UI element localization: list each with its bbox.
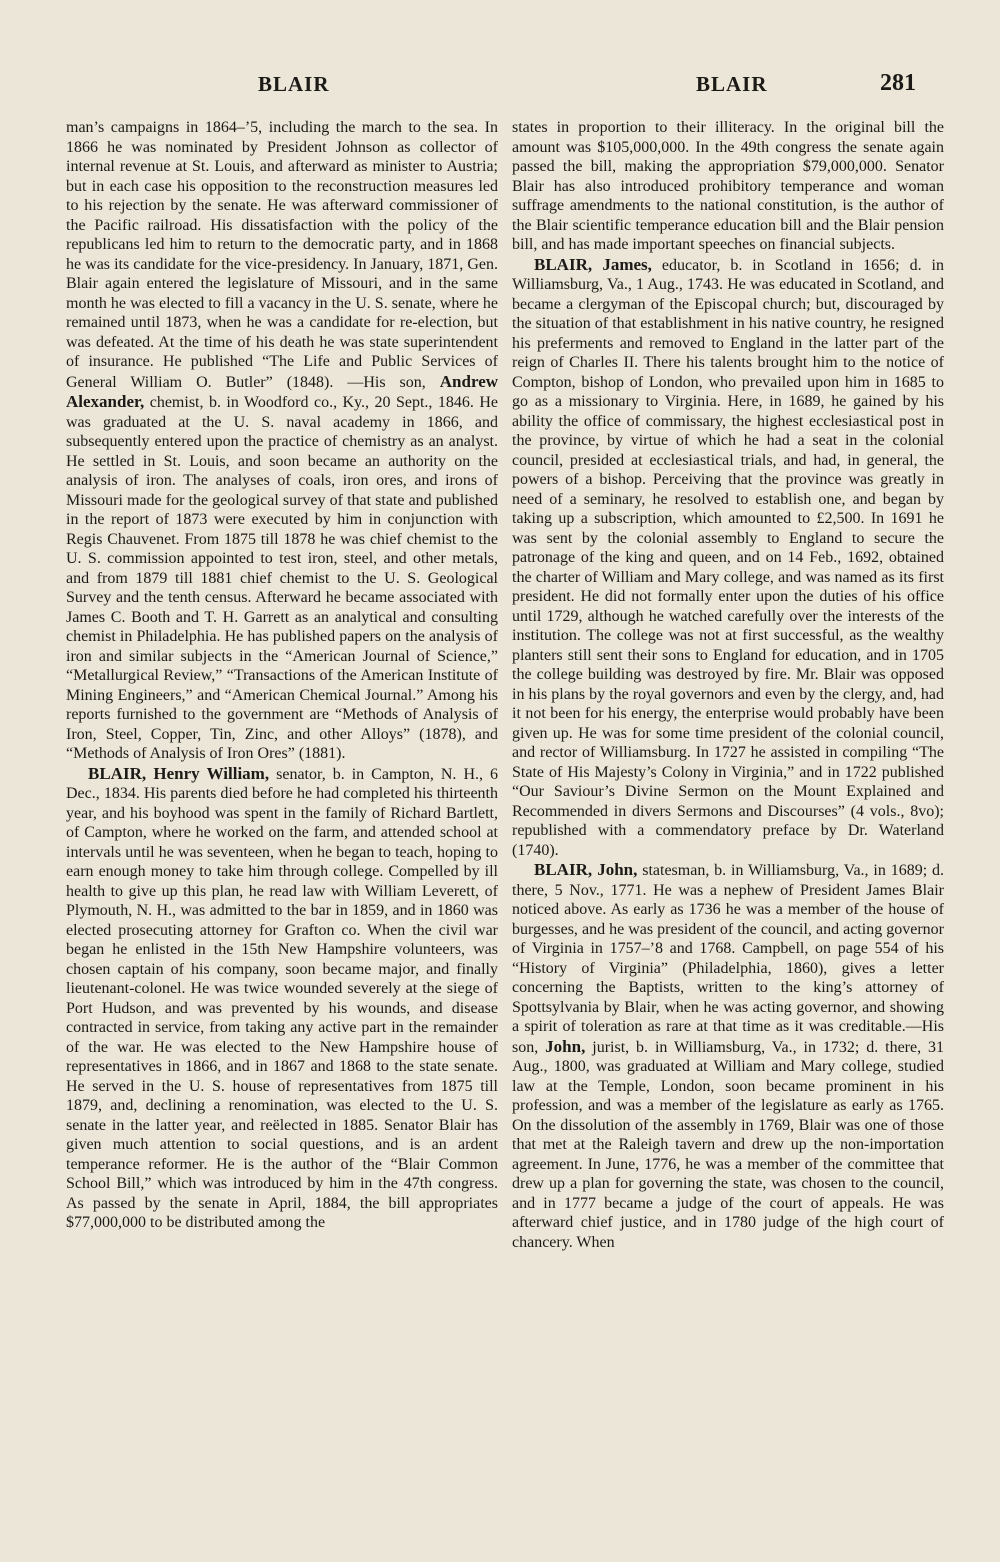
paragraph-text: statesman, b. in Williamsburg, Va., in 1689; d. there, 5 Nov., 1771. He was a nephew of President James Blair noticed above. As early as 1736 he was a member of the house of burgesses, and he was president of the council, and acting governor of Virginia in 1757–’8 and 1768. Campbell, on page 554 of his “History of Virginia” (Philadelphia, 1860), gives a letter concerning the Baptists, written to the king’s attorney of Spottsylvania by Blair, when he was acting governor, and showing a spirit of toleration as rare at that time as it was creditable.—His son,: [512, 862, 944, 1056]
entry-john-blair: [512, 860, 944, 1252]
entry-henry-william-blair: [66, 764, 498, 1233]
entry-name-james: BLAIR, James,: [534, 254, 652, 274]
paragraph-frank-blair-cont: [66, 118, 498, 764]
entry-name-henry-william: BLAIR, Henry William,: [88, 763, 270, 783]
entry-james-blair: [512, 255, 944, 861]
entry-name-john-jurist: John,: [545, 1036, 586, 1056]
paragraph-text: chemist, b. in Woodford co., Ky., 20 Sept., 1846. He was graduated at the U. S. naval academy in 1866, and subsequently entered upon the practice of chemistry as an analyst. He settled in St. Louis, and soon became an authority on the analysis of iron. The analyses of coals, iron ores, and irons of Missouri made for the geological survey of that state and published in the report of 1873 were executed by him in conjunction with Regis Chauvenet. From 1875 till 1878 he was chief chemist to the U. S. commission appointed to test iron, steel, and other metals, and from 1879 till 1881 chief chemist to the U. S. Geological Survey and the tenth census. Afterward he became associated with James C. Booth and T. H. Garrett as an analytical and consulting chemist in Philadelphia. He has published papers on the analysis of iron and similar subjects in the “American Journal of Science,” “Metallurgical Review,” “Transactions of the American Institute of Mining Engineers,” and “American Chemical Journal.” Among his reports furnished to the government are “Methods of Analysis of Iron, Steel, Copper, Tin, Zinc, and other Alloys” (1878), and “Methods of Analysis of Iron Ores” (1881).: [66, 394, 498, 762]
right-column: [512, 118, 944, 1518]
entry-name-john: BLAIR, John,: [534, 860, 638, 879]
paragraph-text: senator, b. in Campton, N. H., 6 Dec., 1834. His parents died before he had completed his thirteenth year, and his boyhood was spent in the family of Richard Bartlett, of Campton, where he worked on the farm, and attended school at intervals until he was seventeen, when he began to teach, hoping to earn enough money to take him through college. Compelled by ill health to give up this plan, he read law with William Leverett, of Plymouth, N. H., was admitted to the bar in 1859, and in 1860 was elected prosecuting attorney for Grafton co. When the civil war began he enlisted in the 15th New Hampshire volunteers, was chosen captain of his company, soon became major, and finally lieutenant-colonel. He was twice wounded severely at the siege of Port Hudson, and was prevented by his wounds, and disease contracted in service, from taking any active part in the remainder of the war. He was elected to the New Hampshire house of representatives in 1866, and in 1867 and 1868 to the state senate. He served in the U. S. house of representatives from 1875 till 1879, and, declining a renomination, was elected to the U. S. senate in the latter year, and reëlected in 1885. Senator Blair has given much attention to social questions, and is an ardent temperance reformer. He is the author of the “Blair Common School Bill,” which was introduced by him in the 47th congress. As passed by the senate in April, 1884, the bill appropriates $77,000,000 to be distributed among the: [66, 765, 498, 1231]
paragraph-text: jurist, b. in Williamsburg, Va., in 1732; d. there, 31 Aug., 1800, was graduated at William and Mary college, studied law at the Temple, London, soon became prominent in his profession, and was a member of the legislature as early as 1765. On the dissolution of the assembly in 1769, Blair was one of those that met at the Raleigh tavern and drew up the non-importation agreement. In June, 1776, he was a member of the committee that drew up a plan for governing the state, was chosen to the council, and in 1777 became a judge of the court of appeals. He was afterward chief justice, and in 1780 judge of the high court of chancery. When: [512, 1038, 944, 1251]
page-number: 281: [880, 70, 916, 96]
running-head-left: BLAIR: [258, 72, 330, 96]
left-column: [66, 118, 498, 1518]
running-head-right: BLAIR: [696, 72, 768, 96]
paragraph-text: educator, b. in Scotland in 1656; d. in Williamsburg, Va., 1 Aug., 1743. He was educated in Scotland, and became a clergyman of the Episcopal church; but, discouraged by the situation of that establishment in his native country, he resigned his preferments and removed to England in the latter part of the reign of Charles II. There his talents brought him to the notice of Compton, bishop of London, who prevailed upon him in 1685 to go as a missionary to Virginia. Here, in 1689, he gained by his ability the office of commissary, the highest ecclesiastical post in the province, by virtue of which he had a seat in the colonial council, presided at ecclesiastical trials, and had, in general, the powers of a bishop. Perceiving that the province was greatly in need of a seminary, he resolved to establish one, and began by taking up a subscription, which amounted to £2,500. In 1691 he was sent by the colonial assembly to England to secure the patronage of the king and queen, and on 14 Feb., 1692, obtained the charter of William and Mary college, and was named as its first president. He did not formally enter upon the duties of his office until 1729, although he watched carefully over the interests of the institution. The college was not at first successful, as the wealthy planters still sent their sons to England for education, and in 1705 the college building was destroyed by fire. Mr. Blair was opposed in his plans by the royal governors and even by the clergy, and, had it not been for his energy, the enterprise would probably have been given up. He was for some time president of the colonial council, and rector of Williamsburg. In 1727 he assisted in compiling “The State of His Majesty’s Colony in Virginia,” and in 1722 published “Our Saviour’s Divine Sermon on the Mount Explained and Recommended in divers Sermons and Discourses” (4 vols., 8vo); republished with a commendatory preface by Dr. Waterland (1740).: [512, 256, 944, 859]
entry-name-andrew-alexander: Andrew Alexander,: [66, 371, 498, 411]
paragraph-henry-blair-cont: states in proportion to their illiteracy. In the original bill the amount was $105,000,000. In the 49th congress the senate again passed the bill, making the appropriation $79,000,000. Senator Blair has also introduced prohibitory temperance and woman suffrage amendments to the national constitution, is the author of the Blair scientific temperance education bill and the Blair pension bill, and has made important speeches on financial subjects.: [512, 119, 944, 253]
paragraph-text: man’s campaigns in 1864–’5, including the march to the sea. In 1866 he was nominated by President Johnson as collector of internal revenue at St. Louis, and afterward as minister to Austria; but in each case his opposition to the reconstruction measures led to his rejection by the senate. He was afterward commissioner of the Pacific railroad. His dissatisfaction with the policy of the republicans led him to return to the democratic party, and in 1868 he was its candidate for the vice-presidency. In January, 1871, Gen. Blair again entered the legislature of Missouri, and in the same month he was elected to fill a vacancy in the U. S. senate, where he remained until 1873, when he was a candidate for re-election, but was defeated. At the time of his death he was state superintendent of insurance. He published “The Life and Public Services of General William O. Butler” (1848). —His son,: [66, 119, 498, 391]
